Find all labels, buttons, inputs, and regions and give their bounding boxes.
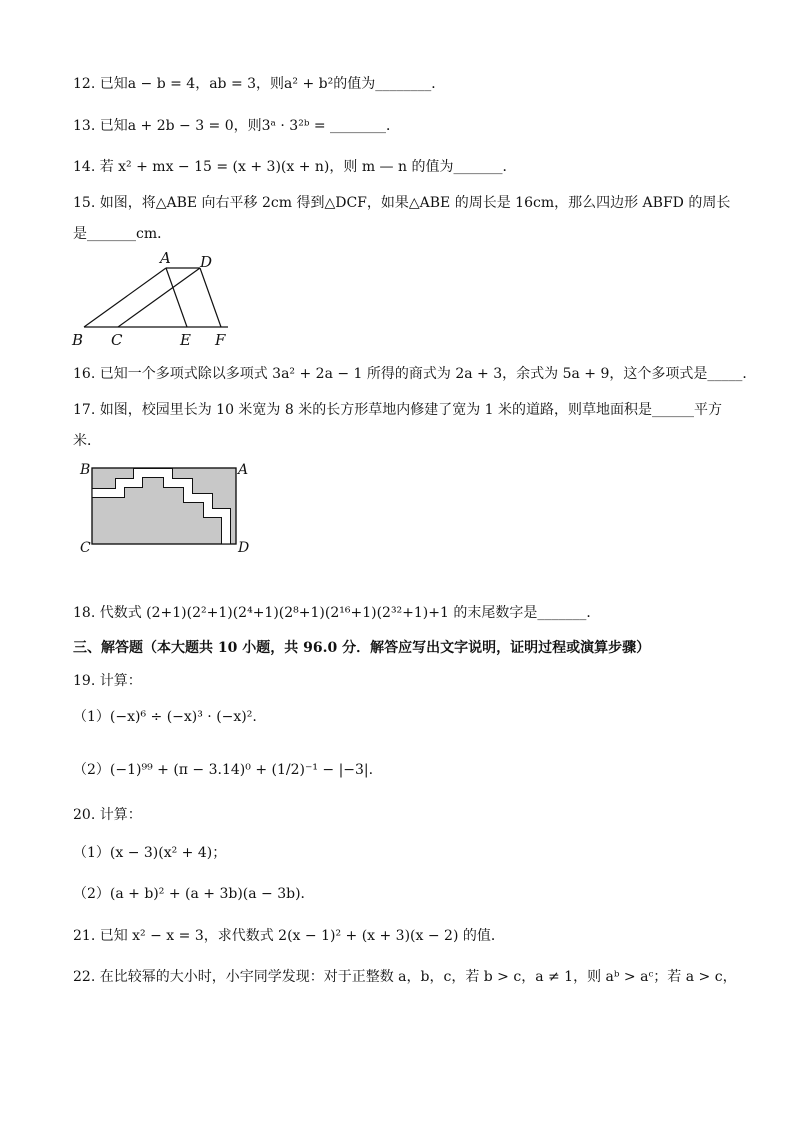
question-16: 16. 已知一个多项式除以多项式 3a² + 2a − 1 所得的商式为 2a + 3，余式为 5a + 9，这个多项式是_____．: [73, 366, 757, 382]
question-17-line1: 17. 如图，校园里长为 10 米宽为 8 米的长方形草地内修建了宽为 1 米的道路，则草地面积是______平方: [73, 402, 723, 418]
question-17-line2: 米．: [73, 433, 101, 449]
label-D: D: [238, 540, 250, 556]
question-15-line1: 15. 如图，将△ABE 向右平移 2cm 得到△DCF，如果△ABE 的周长是 16cm，那么四边形 ABFD 的周长: [73, 195, 731, 211]
question-20-part2: （2）(a + b)² + (a + 3b)(a − 3b)．: [73, 886, 315, 902]
label-F: F: [215, 331, 226, 349]
question-19-part2: （2）(−1)⁹⁹ + (π − 3.14)⁰ + (1/2)⁻¹ − |−3|.: [73, 762, 374, 778]
label-A: A: [160, 249, 171, 267]
question-12: 12. 已知a − b = 4，ab = 3，则a² + b²的值为________．: [73, 76, 446, 92]
question-18: 18. 代数式 (2+1)(2²+1)(2⁴+1)(2⁸+1)(2¹⁶+1)(2³²+1)+1 的末尾数字是_______．: [73, 605, 601, 621]
label-D: D: [200, 253, 213, 271]
question-19-part1: （1）(−x)⁶ ÷ (−x)³ · (−x)².: [73, 709, 257, 725]
question-19: 19. 计算：: [73, 673, 142, 689]
section-heading-3: 三、解答题（本大题共 10 小题，共 96.0 分．解答应写出文字说明，证明过程或演算步骤）: [73, 640, 651, 656]
question-21: 21. 已知 x² − x = 3，求代数式 2(x − 1)² + (x + 3)(x − 2) 的值．: [73, 928, 505, 944]
question-20-part1: （1）(x − 3)(x² + 4)；: [73, 845, 227, 861]
label-E: E: [180, 331, 191, 349]
question-22: 22. 在比较幂的大小时，小宇同学发现：对于正整数 a，b，c，若 b > c，a ≠ 1，则 aᵇ > aᶜ；若 a > c，: [73, 969, 737, 985]
question-15-line2: 是_______cm．: [73, 226, 172, 242]
label-C: C: [80, 540, 91, 556]
question-20: 20. 计算：: [73, 807, 142, 823]
figure-17-lawn-with-path: [76, 460, 256, 560]
question-14: 14. 若 x² + mx − 15 = (x + 3)(x + n)，则 m — n 的值为_______．: [73, 159, 517, 175]
question-13: 13. 已知a + 2b − 3 = 0，则3ᵃ · 3²ᵇ = ________．: [73, 118, 401, 134]
label-C: C: [111, 331, 123, 349]
label-B: B: [72, 331, 84, 349]
label-A: A: [238, 462, 249, 478]
figure-15-parallelogram: [68, 246, 238, 350]
label-B: B: [80, 462, 91, 478]
